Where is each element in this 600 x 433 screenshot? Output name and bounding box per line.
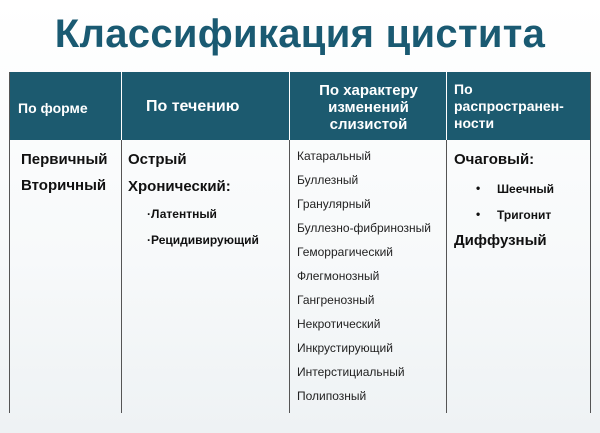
course-subitem-latent: ·Латентный	[147, 207, 217, 221]
course-item-acute: Острый	[128, 151, 187, 168]
header-mucosa-line: По характеру	[319, 82, 418, 99]
page-title: Классификация цистита	[54, 12, 546, 56]
mucosa-item: Буллезный	[297, 173, 359, 187]
header-mucosa-label	[290, 82, 447, 133]
table-header	[10, 72, 590, 140]
mucosa-item: Гангренозный	[297, 293, 375, 307]
header-mucosa-line: изменений	[328, 99, 409, 116]
column-form	[10, 140, 122, 413]
form-item: Первичный	[21, 151, 108, 168]
course-subitem-recurrent: ·Рецидивирующий	[147, 233, 259, 247]
classification-table	[9, 72, 591, 413]
mucosa-item: Полипозный	[297, 389, 367, 403]
spread-subitem-cervical: Шеечный	[497, 182, 554, 196]
spread-item-focal: Очаговый:	[454, 151, 535, 168]
column-mucosa	[290, 140, 447, 413]
header-course	[122, 72, 290, 140]
course-item-chronic: Хронический:	[128, 178, 231, 195]
header-spread-line: По	[454, 81, 473, 97]
header-spread	[447, 72, 591, 140]
mucosa-item: Гранулярный	[297, 197, 371, 211]
column-spread	[447, 140, 591, 413]
header-form	[10, 72, 122, 140]
mucosa-item: Инкрустирующий	[297, 341, 393, 355]
column-course	[122, 140, 290, 413]
mucosa-item: Катаральный	[297, 149, 371, 163]
header-mucosa	[290, 72, 447, 140]
header-mucosa-line: слизистой	[329, 116, 408, 133]
mucosa-item: Геморрагический	[297, 245, 393, 259]
header-spread-label	[454, 81, 564, 132]
bullet-icon: •	[476, 207, 481, 221]
header-spread-line: ности	[454, 115, 495, 131]
spread-item-diffuse: Диффузный	[454, 232, 547, 249]
header-spread-line: распространен-	[454, 98, 564, 114]
bullet-icon: •	[476, 181, 481, 195]
mucosa-item: Флегмонозный	[297, 269, 380, 283]
mucosa-item: Буллезно-фибринозный	[297, 221, 432, 235]
mucosa-item: Интерстициальный	[297, 365, 405, 379]
header-form-label: По форме	[18, 100, 88, 116]
mucosa-item: Некротический	[297, 317, 381, 331]
header-course-label: По течению	[146, 98, 240, 115]
spread-subitem-trigonitis: Тригонит	[497, 208, 552, 222]
form-item: Вторичный	[21, 177, 107, 194]
